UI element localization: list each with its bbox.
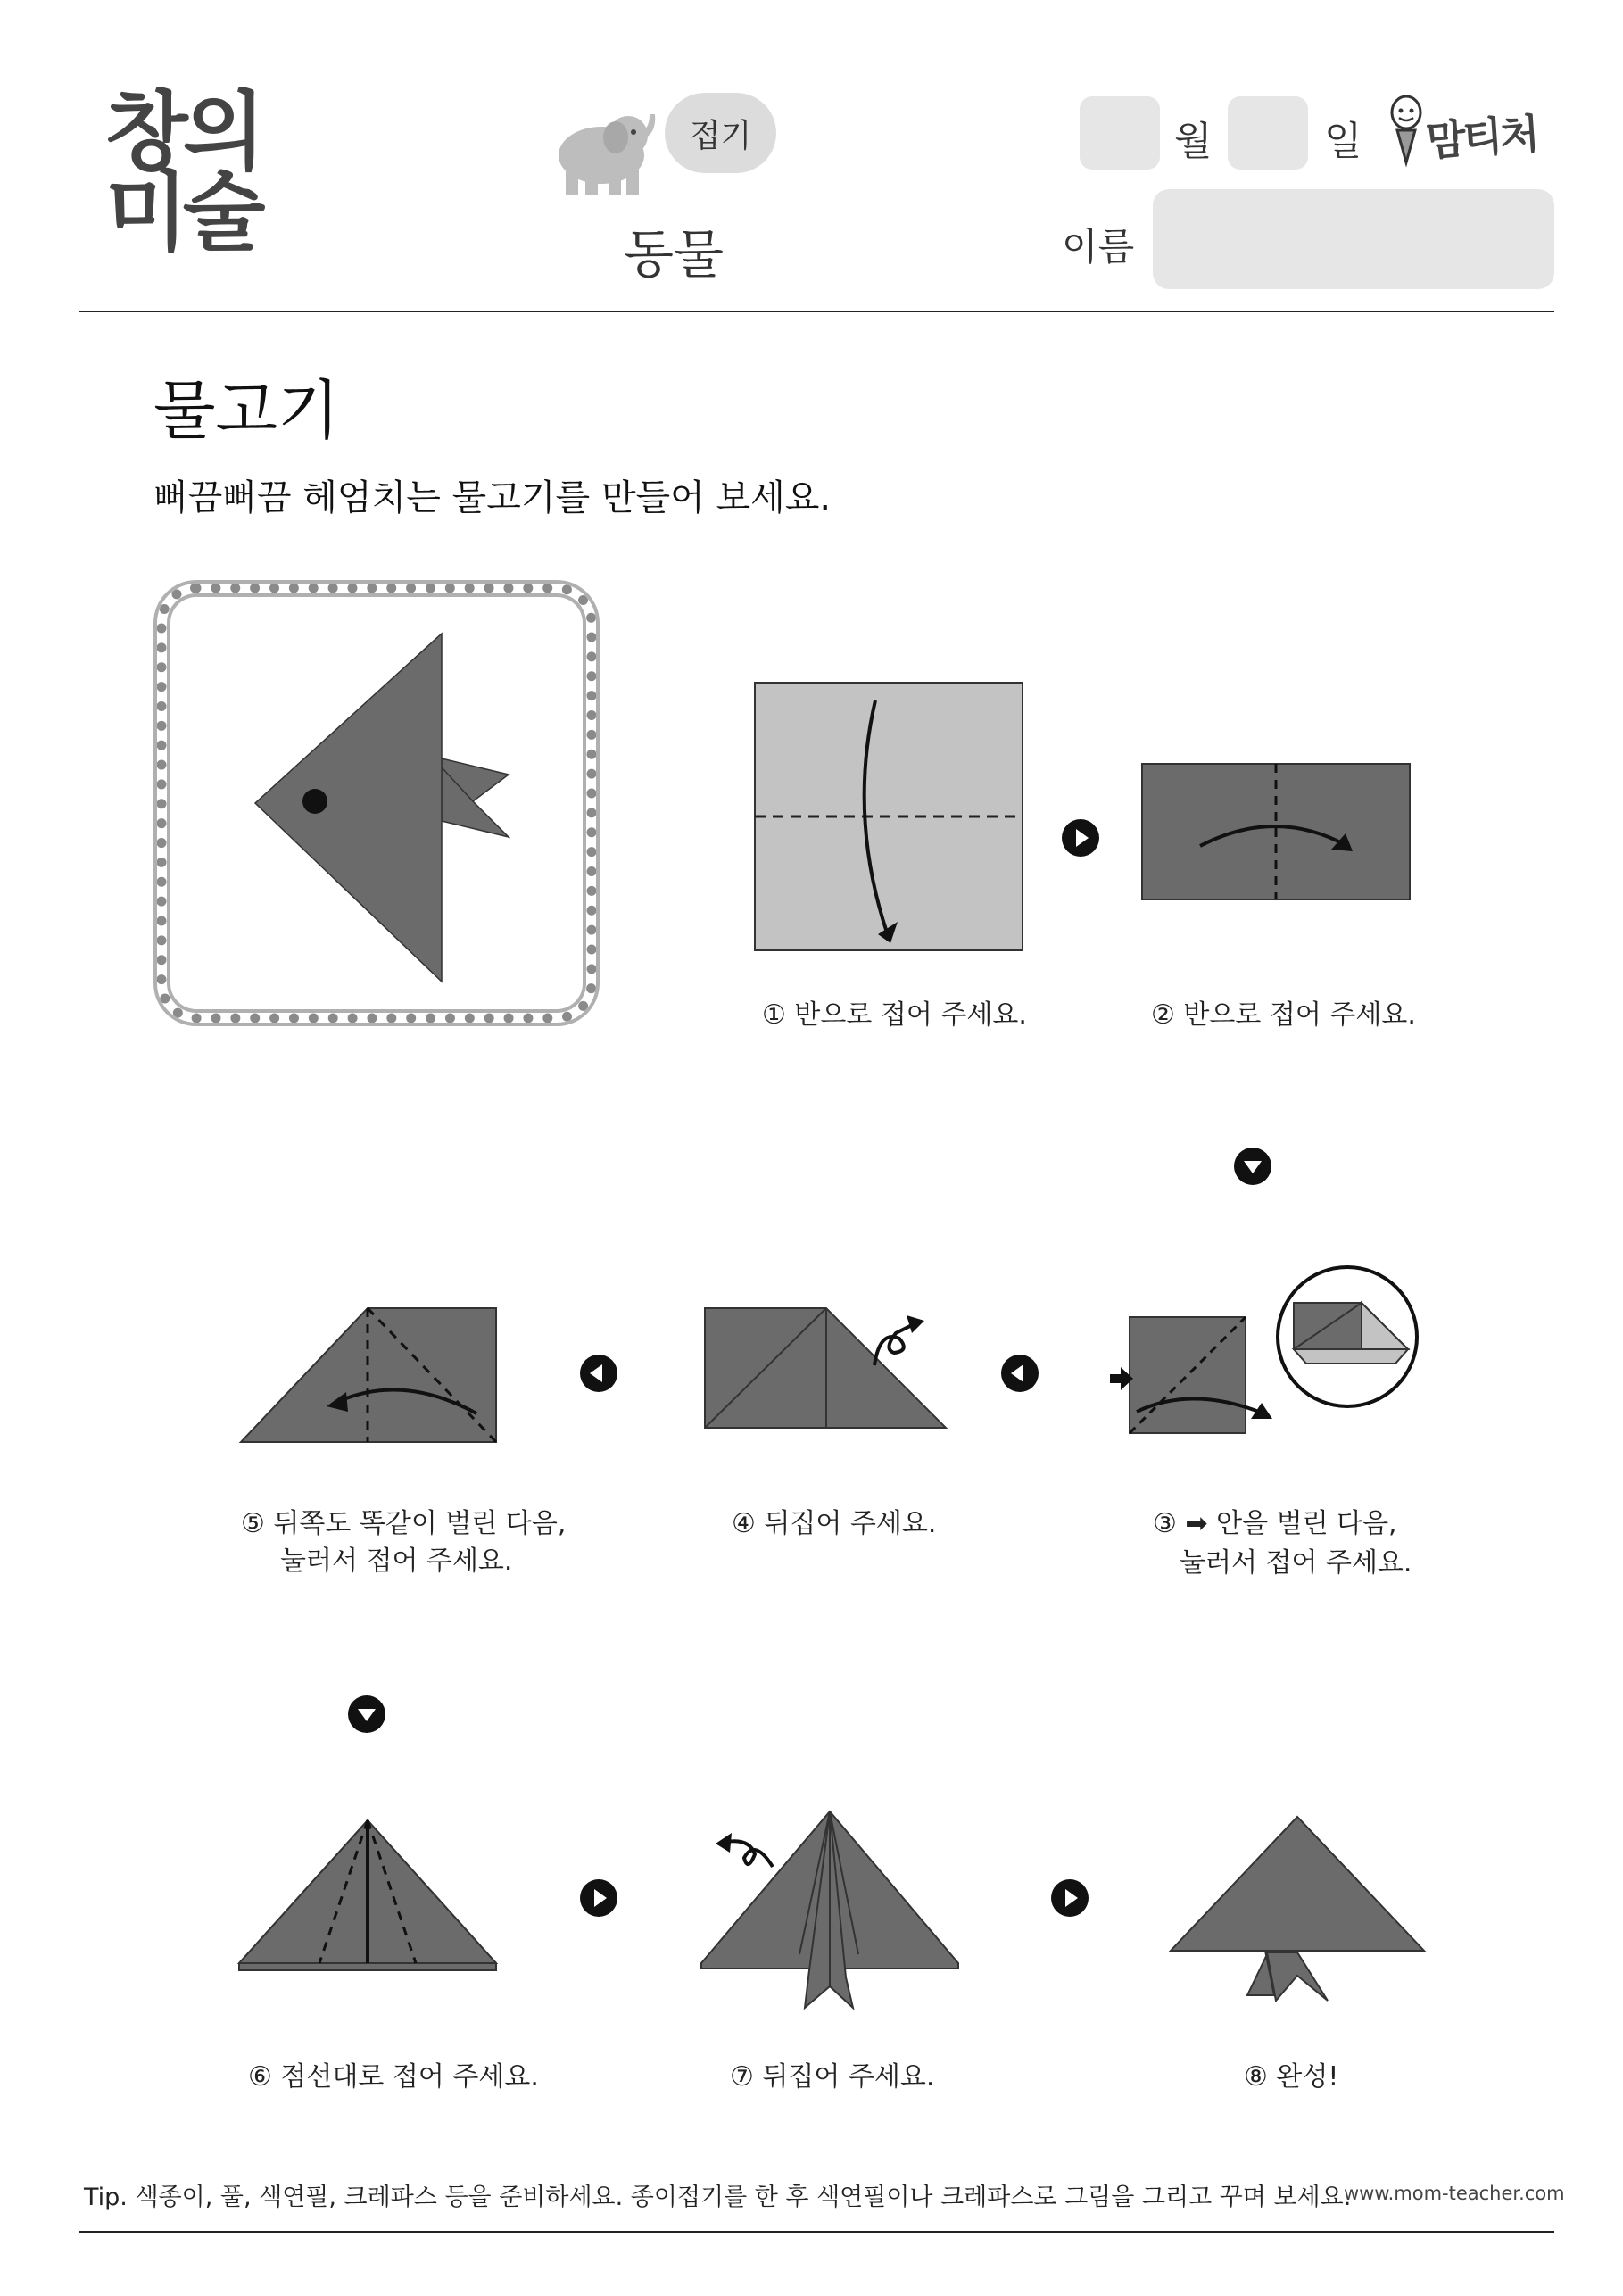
month-input[interactable] bbox=[1080, 96, 1160, 170]
next-arrow-right-icon-2 bbox=[580, 1879, 617, 1917]
category-tag bbox=[665, 93, 776, 173]
pencil-icon bbox=[1388, 95, 1424, 166]
step4-caption: ④ 뒤집어 주세요. bbox=[732, 1508, 937, 1539]
completed-fish bbox=[250, 625, 518, 982]
footer-tip: Tip. 색종이, 풀, 색연필, 크레파스 등을 준비하세요. 종이접기를 한 후 색연필이나 크레파스로 그림을 그리고 꾸며 보세요. bbox=[84, 2184, 1352, 2211]
header-divider bbox=[79, 311, 1554, 312]
logo-line-2: 미술 bbox=[105, 162, 261, 262]
day-input[interactable] bbox=[1228, 96, 1308, 170]
footer-divider bbox=[79, 2231, 1554, 2233]
next-arrow-left-icon-2 bbox=[580, 1355, 617, 1392]
day-label: 일 bbox=[1324, 119, 1362, 164]
step2-caption: ② 반으로 접어 주세요. bbox=[1151, 999, 1416, 1031]
step5-caption-line2: 눌러서 접어 주세요. bbox=[280, 1546, 513, 1577]
page-title: 물고기 bbox=[153, 373, 340, 448]
step3-diagram bbox=[1130, 1317, 1255, 1442]
name-input[interactable] bbox=[1153, 189, 1554, 289]
step8-diagram bbox=[1169, 1817, 1428, 2031]
step3-caption-line2: 눌러서 접어 주세요. bbox=[1180, 1547, 1412, 1579]
fish-eye bbox=[302, 789, 327, 814]
step2-diagram bbox=[1142, 764, 1410, 899]
step3-caption-line1: ③ ➡ 안을 벌린 다음, bbox=[1153, 1508, 1397, 1539]
next-arrow-left-icon bbox=[1001, 1355, 1039, 1392]
step3-push-arrow-icon bbox=[1110, 1367, 1133, 1390]
step7-diagram bbox=[701, 1811, 960, 2008]
step5-caption-line1: ⑤ 뒤쪽도 똑같이 벌린 다음, bbox=[241, 1508, 567, 1539]
step1-diagram bbox=[755, 683, 1023, 950]
step8-caption: ⑧ 완성! bbox=[1244, 2061, 1339, 2093]
step6-caption: ⑥ 점선대로 접어 주세요. bbox=[248, 2061, 539, 2093]
step4-diagram bbox=[705, 1294, 955, 1428]
logo-line-1: 창의 bbox=[105, 82, 261, 182]
theme-label: 동물 bbox=[623, 224, 725, 285]
step6-diagram bbox=[239, 1820, 498, 1981]
next-arrow-down-icon-2 bbox=[348, 1695, 385, 1733]
step5-diagram bbox=[241, 1308, 500, 1451]
brand-logo: 맘티처 bbox=[1424, 109, 1539, 166]
logo-title bbox=[105, 82, 284, 262]
elephant-icon bbox=[546, 100, 662, 198]
name-label: 이름 bbox=[1062, 225, 1135, 269]
step7-caption: ⑦ 뒤집어 주세요. bbox=[730, 2061, 935, 2093]
next-arrow-right-icon-3 bbox=[1051, 1879, 1089, 1917]
footer-url: www.mom-teacher.com bbox=[1344, 2183, 1565, 2204]
next-arrow-right-icon bbox=[1062, 819, 1099, 857]
step3-detail-circle bbox=[1274, 1264, 1420, 1410]
instruction-text: 뻐끔뻐끔 헤엄치는 물고기를 만들어 보세요. bbox=[153, 477, 832, 518]
category-tag-label: 접기 bbox=[689, 117, 752, 154]
month-label: 월 bbox=[1174, 119, 1213, 164]
next-arrow-down-icon bbox=[1234, 1148, 1271, 1185]
step1-caption: ① 반으로 접어 주세요. bbox=[762, 999, 1027, 1031]
